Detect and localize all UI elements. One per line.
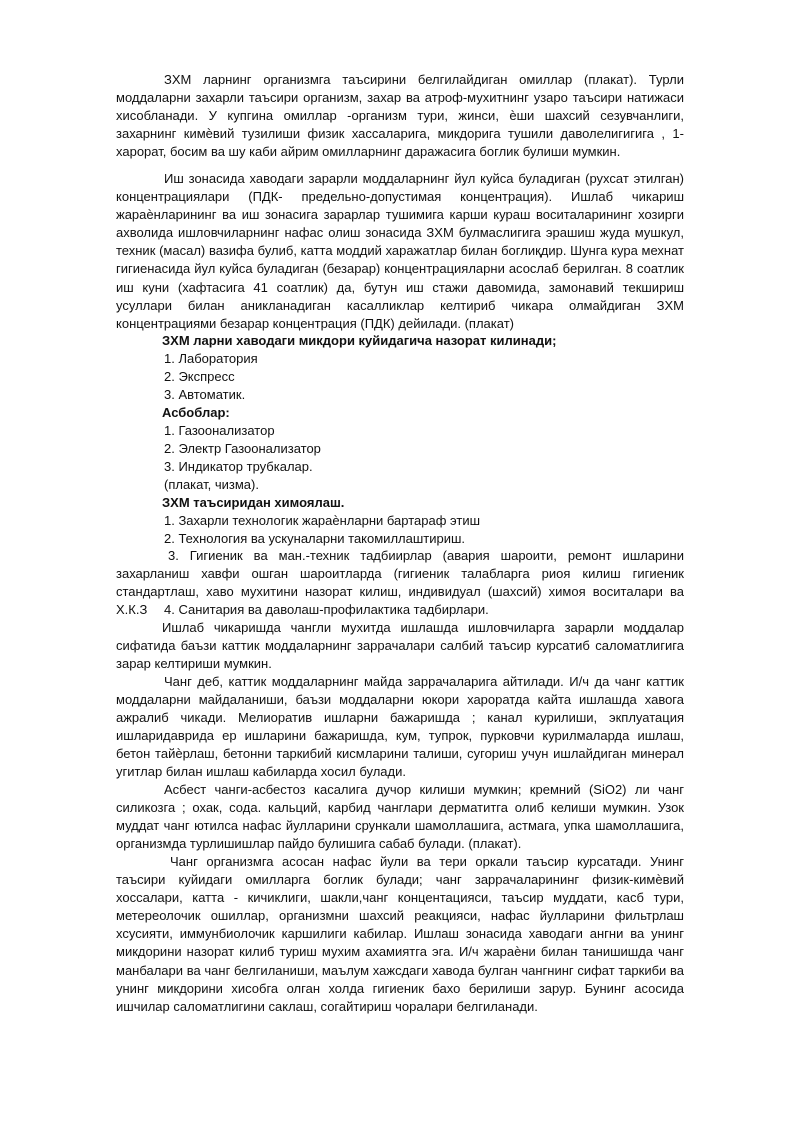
control-item: 1. Лаборатория — [164, 351, 258, 366]
paragraph-pdk: Иш зонасида хаводаги зарарли моддаларнинг йул куйса буладиган (рухсат этилган) концентрациялари (ПДК- предельно-допустимая концентрация). Ишлаб чикариш жараѐнларининг ва иш зонасига зарарлар тушимига карши кураш воситаларининг хозирги ахволида ишловчиларнинг нафас олиш зонасида ЗХМ булмаслигига эрашиш жуда мушкул, техник (масал) вазифа булиб, катта моддий харажатлар билан боглиқдир. Шунга кура мехнат гигиенасида йул куйса буладиган (безарар) концентрацияларни асослаб берилган. 8 соатлик иш куни (хафтасига 41 соатлик) да, бутун иш стажи давомида, замонавий текшириш усуллари билан аникланадиган касалликлар келтириб чикара олмайдиган ЗХМ концентрациями безарар концентрация (ПДК) дейилади. (плакат) — [116, 171, 684, 331]
paragraph-dust-env: Ишлаб чикаришда чангли мухитда ишлашда ишловчиларга зарарли моддалар сифатида баъзи каттик моддаларнинг заррачалари салбий таъсир курсатиб саломатлигига зарар келтириши мумкин. — [116, 620, 684, 672]
tools-item: 3. Индикатор трубкалар. — [164, 459, 313, 474]
paragraph-zhm-factors: ЗХМ ларнинг организмга таъсирини белгилайдиган омиллар (плакат). Турли моддаларни захарли таъсири организм, захар ва атроф-мухитнинг узаро таъсири натижаси хисобланади. У купгина омиллар -организм тури, жинси, ѐши шахсий сезувчанлиги, захарнинг кимѐвий тузилиши физик хассаларига, микдорига тушили даволелигигига , 1-харорат, босим ва шу каби айрим омилларнинг даражасига боглик булиши мумкин. — [116, 72, 684, 160]
control-heading: ЗХМ ларни хаводаги микдори куйидагича назорат килинади; — [162, 333, 557, 348]
paragraph-asbestos: Асбест чанги-асбестоз касалига дучор килиши мумкин; кремний (SiO2) ли чанг силикозга ; охак, сода. кальций, карбид чанглари дерматитга олиб келиши мумкин. Узок муддат чанг ютилса нафас йулларини срункали шамоллашига, астмага, упка шамоллашига, организмда турлишишлар пайдо булишига сабаб булади. (плакат). — [116, 782, 684, 852]
protection-item: 4. Санитария ва даволаш-профилактика тадбирлари. — [164, 602, 489, 617]
paragraph-dust-definition: Чанг деб, каттик моддаларнинг майда заррачаларига айтилади. И/ч да чанг каттик моддаларни майдаланиши, баъзи моддаларни юкори хароратда кайта ишлашда хавога ажралиб чикади. Мелиоратив ишларни бажаришда ; канал курилиши, экплуатация ишларидавридa ер ишларини бажаришда, кум, тупрок, пурковчи курилмаларда ишлаш, бетон тайѐрлаш, бетонни таркибий кисмларини талиши, сугориш учун ишлайдиган минерал угитлар билан ишлаш кабиларда хосил булади. — [116, 674, 684, 780]
tools-item: 2. Электр Газоонализатор — [164, 441, 321, 456]
protection-item-hygiene: 3. Гигиеник ва ман.-техник тадбиирлар (авария шароити, ремонт ишларини захарланиш хавфи ошган шароитларда (гигиеник талабларга риоя килиш гигиеник стандартлаш, хаво мухитини назорат килиш, индивидуал (шахсий) химоя воситалари ва Х.К.З — [116, 548, 684, 618]
protection-item: 2. Технология ва ускуналарни такомиллаштириш. — [164, 531, 466, 546]
control-item: 3. Автоматик. — [164, 387, 246, 402]
tools-heading: Асбоблар: — [162, 405, 230, 420]
protection-item: 1. Захарли технологик жараѐнларни бартараф этиш — [164, 513, 481, 528]
tools-note: (плакат, чизма). — [164, 477, 259, 492]
paragraph-dust-effects: Чанг организмга асосан нафас йули ва тери оркали таъсир курсатади. Унинг таъсири куйидаги омилларга боглик булади; чанг заррачаларининг физик-кимѐвий хоссалари, катта - кичиклиги, шакли,чанг концентацияси, таъсир муддати, касб тури, метереолочик ошиллар, организмни шахсий реакцияси, нафас йулларини фильтрлаш хсусияти, иммунбиолочик каршилиги кабилар. Ишлаш зонасида хаводаги ангни ва унинг микдорини назорат килиб туриш мухим ахамиятга эга. И/ч жараѐни билан танишишда чанг манбалари ва чанг белгиланиши, маълум хажсдаги хаводa булган чангнинг сифат таркиби ва унинг микдорини хисобга олган холда гигиеник бахо берилиши зарур. Бунинг асосида ишчилар саломатлигини саклаш, согайтириш чоралари белгиланади. — [116, 854, 684, 1014]
tools-item: 1. Газоонализатор — [164, 423, 275, 438]
protection-heading: ЗХМ таъсиридан химоялаш. — [162, 495, 345, 510]
control-item: 2. Экспресс — [164, 369, 235, 384]
